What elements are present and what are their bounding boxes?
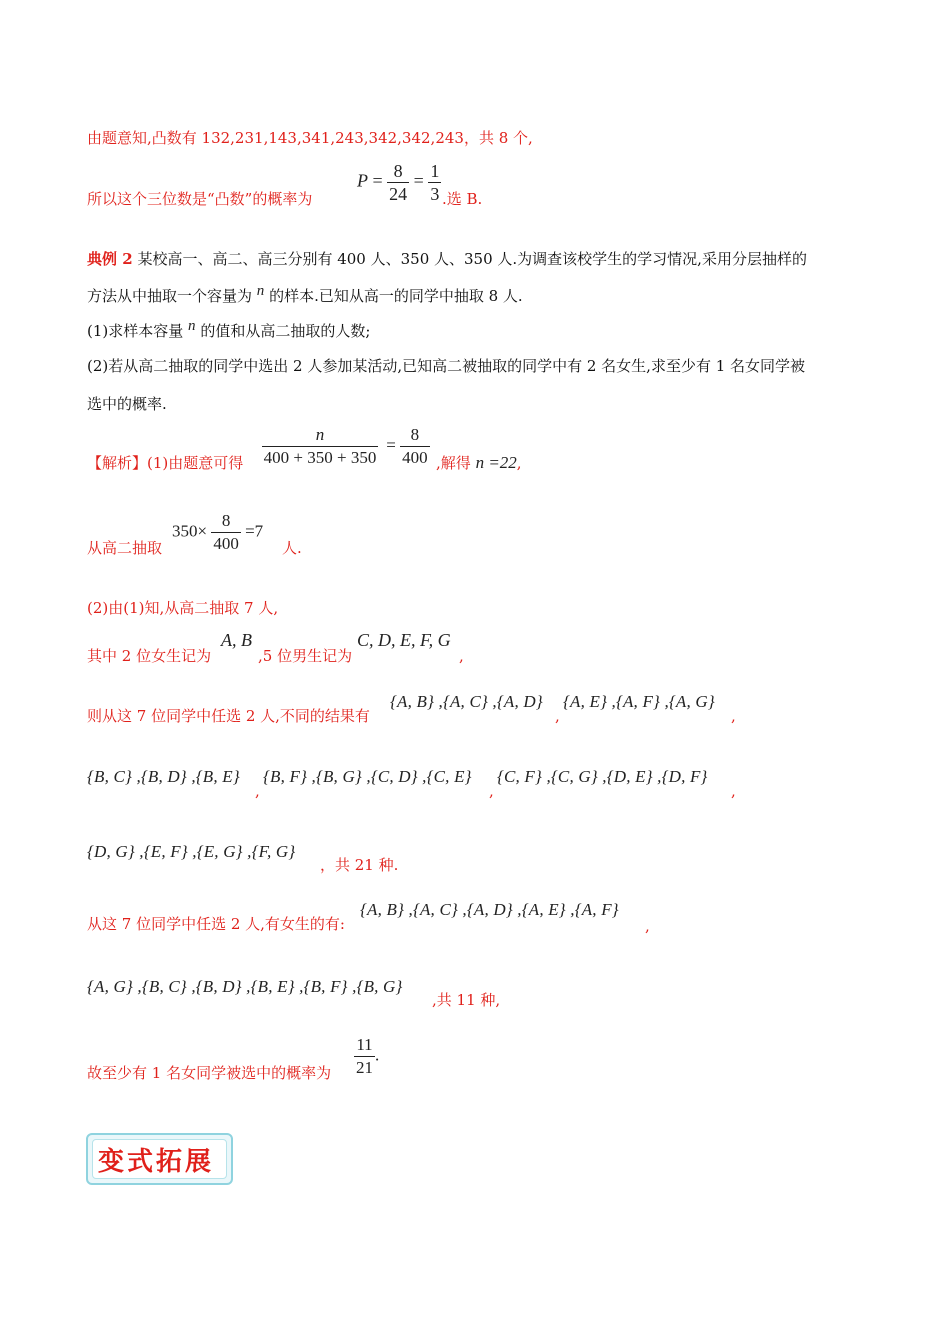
- solution-text: ,解得: [436, 454, 471, 472]
- solution-text: (1)由题意可得: [147, 454, 244, 472]
- prob-line-suffix: .选 B.: [442, 190, 483, 208]
- denominator: 400 + 350 + 350: [263, 448, 377, 467]
- numerator: 8: [410, 425, 420, 444]
- equals: =: [386, 435, 396, 455]
- question-2: (2)若从高二抽取的同学中选出 2 人参加某活动,已知高二被抽取的同学中有 2 名女生,求至少有 1 名女同学被: [87, 357, 806, 375]
- sets-row-3: {D, G} ,{E, F} ,{E, G} ,{F, G}: [87, 842, 296, 861]
- example-line-2: [87, 283, 523, 307]
- final-prob: [354, 1034, 379, 1079]
- grade2-formula: [172, 510, 263, 555]
- example-text: 的样本.已知从高一的同学中抽取 8 人.: [269, 287, 523, 305]
- denominator: 3: [430, 184, 440, 204]
- result-n: n =22: [475, 453, 517, 472]
- sets-row-5: {A, G} ,{B, C} ,{B, D} ,{B, E} ,{B, F} ,{B, G}: [87, 977, 403, 996]
- var-p: P: [357, 170, 368, 191]
- sets-row-1: {A, B} ,{A, C} ,{A, D}: [390, 692, 543, 711]
- example-line-1: [87, 249, 807, 269]
- part2-line-4: 从这 7 位同学中任选 2 人,有女生的有:: [87, 915, 345, 933]
- female-count: ,共 11 种,: [432, 991, 501, 1009]
- equals: =: [372, 170, 383, 191]
- example-text: 方法从中抽取一个容量为: [87, 287, 253, 305]
- example-tag: 典例 2: [87, 250, 133, 268]
- prob-line-prefix: 所以这个三位数是“凸数”的概率为: [87, 190, 313, 208]
- fraction-8-400: [400, 424, 430, 469]
- question-1: [87, 318, 371, 342]
- prob-formula: [357, 160, 441, 205]
- total-count: ，共 21 种.: [320, 856, 399, 874]
- solution-line-2: 从高二抽取: [87, 539, 163, 557]
- example-text: 某校高一、高二、高三分别有 400 人、350 人、350 人.为调查该校学生的学习情况,采用分层抽样的: [132, 250, 807, 268]
- fraction-n-total: [258, 424, 382, 469]
- solution-line-2-tail: 人.: [282, 539, 302, 557]
- solution-line-1-tail: [436, 453, 522, 473]
- comma: ,: [731, 782, 736, 800]
- part2-line-3: 则从这 7 位同学中任选 2 人,不同的结果有: [87, 707, 370, 725]
- question-text: 的值和从高二抽取的人数;: [200, 322, 371, 340]
- girls-vars: A, B: [221, 630, 252, 650]
- section-banner: [86, 1133, 233, 1185]
- period: .: [375, 1045, 380, 1065]
- comma: ,: [645, 917, 650, 935]
- denominator: 21: [356, 1058, 373, 1077]
- fraction-11-21: [354, 1034, 375, 1079]
- solution-tag: 【解析】: [87, 454, 148, 472]
- result: =7: [245, 521, 264, 541]
- denominator: 400: [402, 448, 428, 467]
- expr: 350×: [172, 521, 208, 541]
- sets-row-2c: {C, F} ,{C, G} ,{D, E} ,{D, F}: [497, 767, 708, 786]
- numerator: 8: [221, 511, 231, 530]
- question-text: (1)求样本容量: [87, 322, 184, 340]
- part2-line-2a: 其中 2 位女生记为: [87, 647, 212, 665]
- solution-line-1: [87, 453, 243, 473]
- fraction-8-24: [387, 160, 409, 205]
- numerator: 11: [356, 1035, 373, 1054]
- comma: ,: [489, 782, 494, 800]
- comma: ,: [555, 707, 560, 725]
- sets-row-4: {A, B} ,{A, C} ,{A, D} ,{A, E} ,{A, F}: [360, 900, 619, 919]
- comma: ,: [255, 782, 260, 800]
- numerator: 1: [430, 161, 440, 181]
- numerator: 8: [393, 161, 403, 181]
- fraction-1-3: [428, 160, 441, 205]
- banner-label: 变式拓展: [98, 1147, 215, 1177]
- equals: =: [413, 170, 424, 191]
- part2-line-5: 故至少有 1 名女同学被选中的概率为: [87, 1064, 332, 1082]
- ratio-formula: [258, 424, 430, 469]
- part2-line-2c: ,: [459, 647, 464, 665]
- sets-row-1b: {A, E} ,{A, F} ,{A, G}: [563, 692, 715, 711]
- boys-vars: C, D, E, F, G: [357, 630, 451, 650]
- var-n: n: [188, 318, 196, 334]
- part2-line-2b: ,5 位男生记为: [258, 647, 353, 665]
- sets-row-2a: {B, C} ,{B, D} ,{B, E}: [87, 767, 240, 786]
- denominator: 400: [213, 534, 239, 553]
- var-n: n: [256, 283, 265, 299]
- solution-text: ,: [516, 454, 522, 472]
- fraction-8-400: [211, 510, 241, 555]
- comma: ,: [731, 707, 736, 725]
- count-line: 由题意知,凸数有 132,231,143,341,243,342,342,243，共 8 个,: [87, 129, 533, 147]
- question-2-cont: 选中的概率.: [87, 395, 167, 413]
- denominator: 24: [389, 184, 408, 204]
- sets-row-2b: {B, F} ,{B, G} ,{C, D} ,{C, E}: [263, 767, 472, 786]
- part2-line-1: (2)由(1)知,从高二抽取 7 人,: [87, 599, 279, 617]
- numerator: n: [315, 425, 325, 444]
